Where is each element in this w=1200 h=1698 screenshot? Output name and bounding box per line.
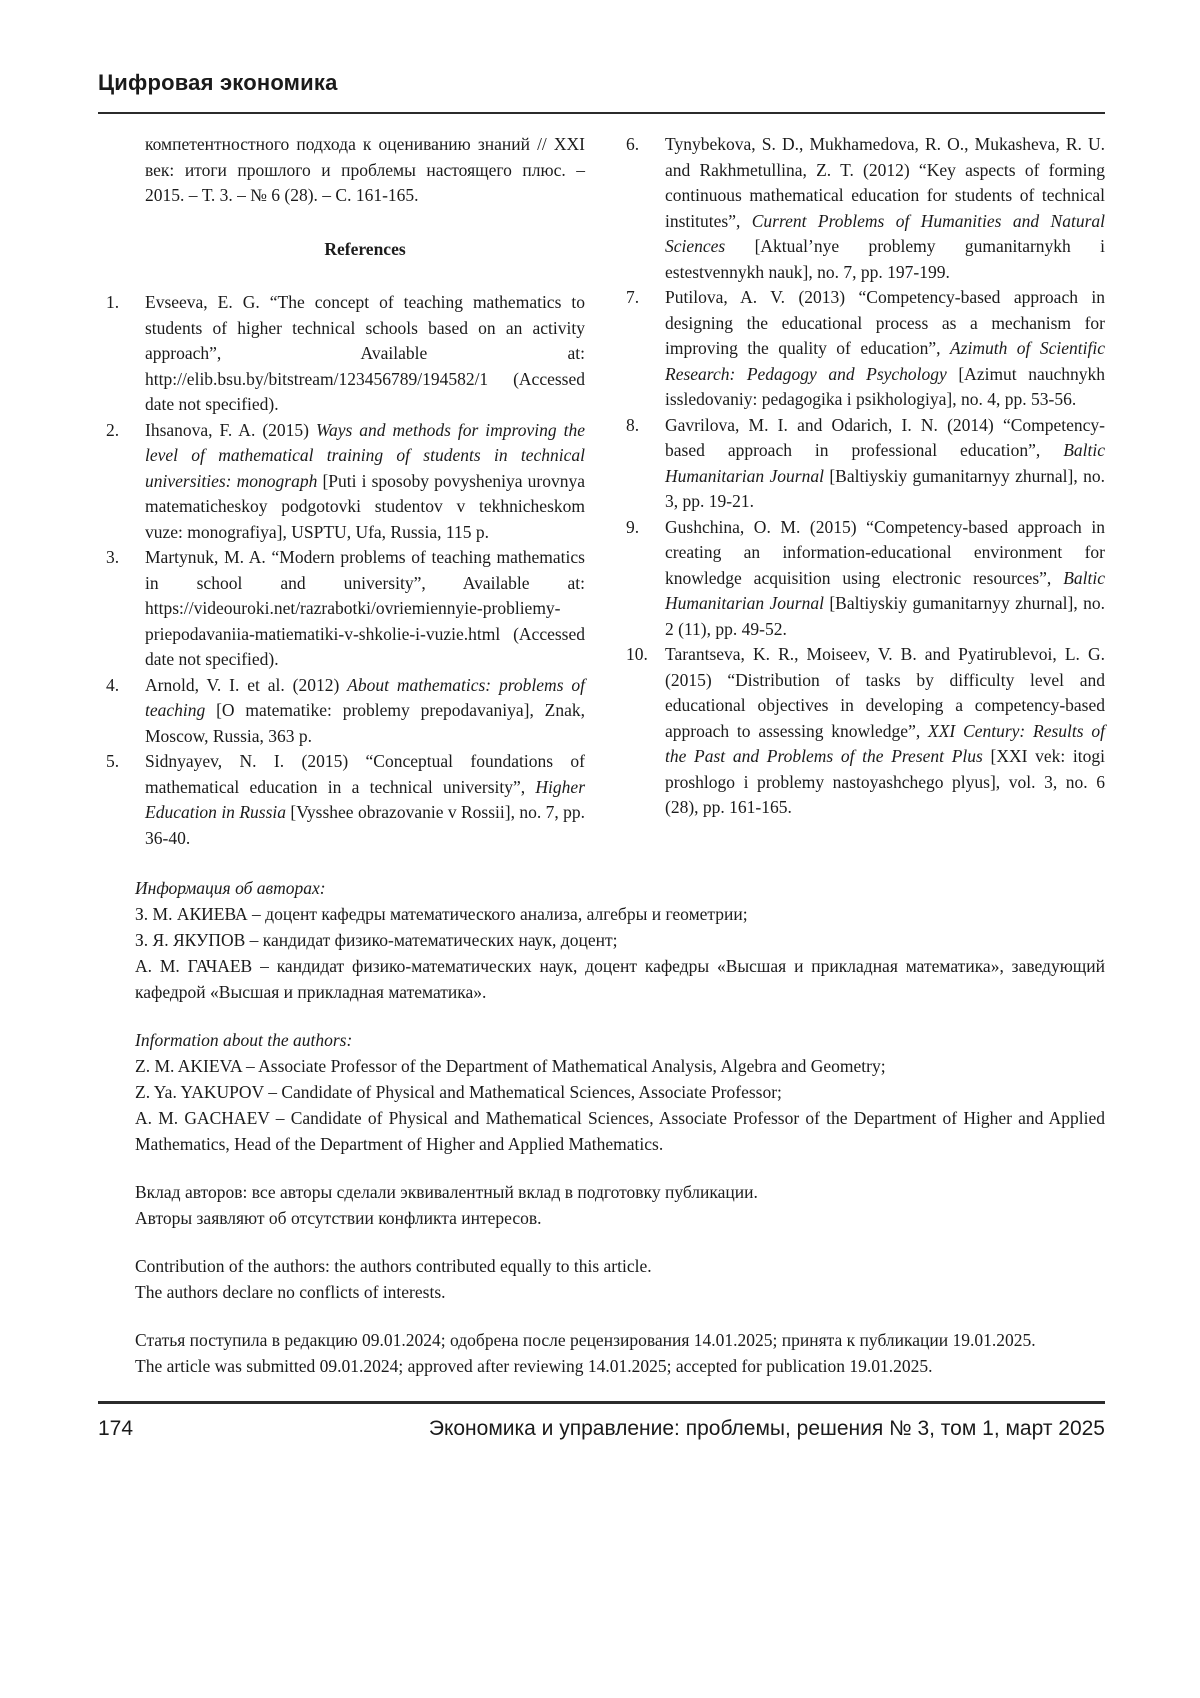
reference-text: Evseeva, E. G. “The concept of teaching mathematics to students of higher technical schools based on an activity approach”, Available at: http://elib.bsu.by/bitstream/123456789/194582/1 (Accessed date not specified).	[145, 292, 585, 414]
author-line-en: Z. Ya. YAKUPOV – Candidate of Physical and Mathematical Sciences, Associate Professor;	[135, 1082, 782, 1102]
reference-item-8	[618, 413, 1105, 515]
reference-number: 3.	[106, 547, 120, 567]
contribution-line-en: Contribution of the authors: the authors contributed equally to this article.	[135, 1256, 652, 1276]
reference-text: Tarantseva, K. R., Moiseev, V. B. and Pyatirublevoi, L. G. (2015) “Distribution of tasks by difficulty level and educational objectives in developing a competency-based approach to assessing knowledge”, XXI Century: Results of the Past and Problems of the Present Plus [XXI vek: itogi proshlogo i problemy nastoyashchego plyus], vol. 3, no. 6 (28), pp. 161-165.	[665, 644, 1105, 817]
contribution-ru	[135, 1179, 1105, 1231]
reference-number: 1.	[106, 292, 120, 312]
reference-text: Ihsanova, F. A. (2015) Ways and methods for improving the level of mathematical training of students in technical universities: monograph [Puti i sposoby povysheniya urovnya matematicheskoy podgotovki studentov v tekhnicheskom vuze: monografiya], USPTU, Ufa, Russia, 115 p.	[145, 419, 585, 542]
reference-item-5	[98, 749, 585, 851]
reference-item-1	[98, 290, 585, 418]
contribution-line-en: The authors declare no conflicts of interests.	[135, 1282, 446, 1302]
reference-item-7	[618, 285, 1105, 413]
references-heading: References	[324, 238, 406, 259]
reference-text: Gavrilova, M. I. and Odarich, I. N. (2014) “Competency-based approach in professional education”, Baltic Humanitarian Journal [Baltiyskiy gumanitarnyy zhurnal], no. 3, pp. 19-21.	[665, 414, 1105, 511]
authors-info-en-heading: Information about the authors:	[135, 1030, 353, 1050]
reference-text: Putilova, A. V. (2013) “Competency-based approach in designing the educational process as a mechanism for improving the quality of education”, Azimuth of Scientific Research: Pedagogy and Psychology [Azimut nauchnykh issledovaniy: pedagogika i psikhologiya], no. 4, pp. 53-56.	[665, 287, 1105, 409]
reference-number: 8.	[626, 414, 640, 435]
authors-info-ru	[135, 875, 1105, 1005]
reference-item-10	[618, 642, 1105, 821]
contribution-en	[135, 1253, 1105, 1305]
reference-item-2	[98, 418, 585, 546]
reference-text: Martynuk, M. A. “Modern problems of teaching mathematics in school and university”, Available at: https://videouroki.net/razrabotki/ovriemiennyie-probliemy-priepodavaniia-matiematiki-v-shkolie-i-vuzie.html (Accessed date not specified).	[145, 547, 585, 669]
reference-number: 6.	[626, 134, 640, 154]
authors-info-en	[135, 1027, 1105, 1157]
contribution-line-ru: Вклад авторов: все авторы сделали эквивалентный вклад в подготовку публикации.	[135, 1182, 758, 1202]
author-line-ru: З. М. АКИЕВА – доцент кафедры математического анализа, алгебры и геометрии;	[135, 904, 748, 924]
reference-text: Tynybekova, S. D., Mukhamedova, R. O., Mukasheva, R. U. and Rakhmetullina, Z. T. (2012) “Key aspects of forming continuous mathematical education for students of technical institutes”, Current Problems of Humanities and Natural Sciences [Aktual’nye problemy gumanitarnykh i estestvennykh nauk], no. 7, pp. 197-199.	[665, 134, 1105, 282]
references-list-right	[618, 132, 1105, 821]
page-header	[98, 70, 1105, 114]
authors-info-ru-heading: Информация об авторах:	[135, 878, 326, 898]
reference-item-3	[98, 545, 585, 673]
section-header-title: Цифровая экономика	[98, 70, 338, 95]
journal-title-line: Экономика и управление: проблемы, решения № 3, том 1, март 2025	[428, 1417, 1105, 1440]
reference-number: 10.	[626, 644, 648, 664]
reference-item-6	[618, 132, 1105, 285]
page-footer	[98, 1401, 1105, 1441]
left-column	[98, 132, 585, 851]
reference-number: 5.	[106, 751, 120, 771]
author-line-en: A. M. GACHAEV – Candidate of Physical and Mathematical Sciences, Associate Professor of the Department of Higher and Applied Mathematics, Head of the Department of Higher and Applied Mathematics.	[135, 1108, 1105, 1154]
reference-item-9	[618, 515, 1105, 643]
reference-number: 2.	[106, 419, 120, 440]
author-line-ru: З. Я. ЯКУПОВ – кандидат физико-математических наук, доцент;	[135, 930, 618, 950]
author-line-en: Z. M. AKIEVA – Associate Professor of the Department of Mathematical Analysis, Algebra and Geometry;	[135, 1056, 886, 1076]
two-column-body	[98, 132, 1105, 851]
header-rule	[98, 112, 1105, 114]
right-column	[618, 132, 1105, 851]
submission-line-en: The article was submitted 09.01.2024; approved after reviewing 14.01.2025; accepted for publication 19.01.2025.	[135, 1356, 933, 1376]
references-list-left	[98, 290, 585, 851]
submission-line-ru: Статья поступила в редакцию 09.01.2024; одобрена после рецензирования 14.01.2025; принята к публикации 19.01.2025.	[135, 1330, 1036, 1350]
contribution-line-ru: Авторы заявляют об отсутствии конфликта интересов.	[135, 1208, 542, 1228]
reference-number: 7.	[626, 287, 640, 307]
author-line-ru: А. М. ГАЧАЕВ – кандидат физико-математических наук, доцент кафедры «Высшая и прикладная математика», заведующий кафедрой «Высшая и прикладная математика».	[135, 956, 1105, 1002]
reference-number: 4.	[106, 674, 120, 695]
reference-item-4	[98, 673, 585, 750]
reference-text: Arnold, V. I. et al. (2012) About mathematics: problems of teaching [O matematike: problemy prepodavaniya], Znak, Moscow, Russia, 363 p.	[145, 674, 585, 746]
reference-text: Sidnyayev, N. I. (2015) “Conceptual foundations of mathematical education in a technical university”, Higher Education in Russia [Vysshee obrazovanie v Rossii], no. 7, pp. 36-40.	[145, 751, 585, 848]
footer-row	[98, 1417, 1105, 1441]
reference-number: 9.	[626, 516, 640, 537]
footer-rule	[98, 1401, 1105, 1404]
reference-text: Gushchina, O. M. (2015) “Competency-based approach in creating an information-educational environment for knowledge acquisition using electronic resources”, Baltic Humanitarian Journal [Baltiyskiy gumanitarnyy zhurnal], no. 2 (11), pp. 49-52.	[665, 516, 1105, 639]
page-number: 174	[98, 1417, 134, 1440]
lead-paragraph: компетентностного подхода к оцениванию знаний // XXI век: итоги прошлого и проблемы настоящего плюс. – 2015. – Т. 3. – № 6 (28). – С. 161-165.	[145, 134, 585, 205]
submission-dates	[135, 1327, 1105, 1379]
